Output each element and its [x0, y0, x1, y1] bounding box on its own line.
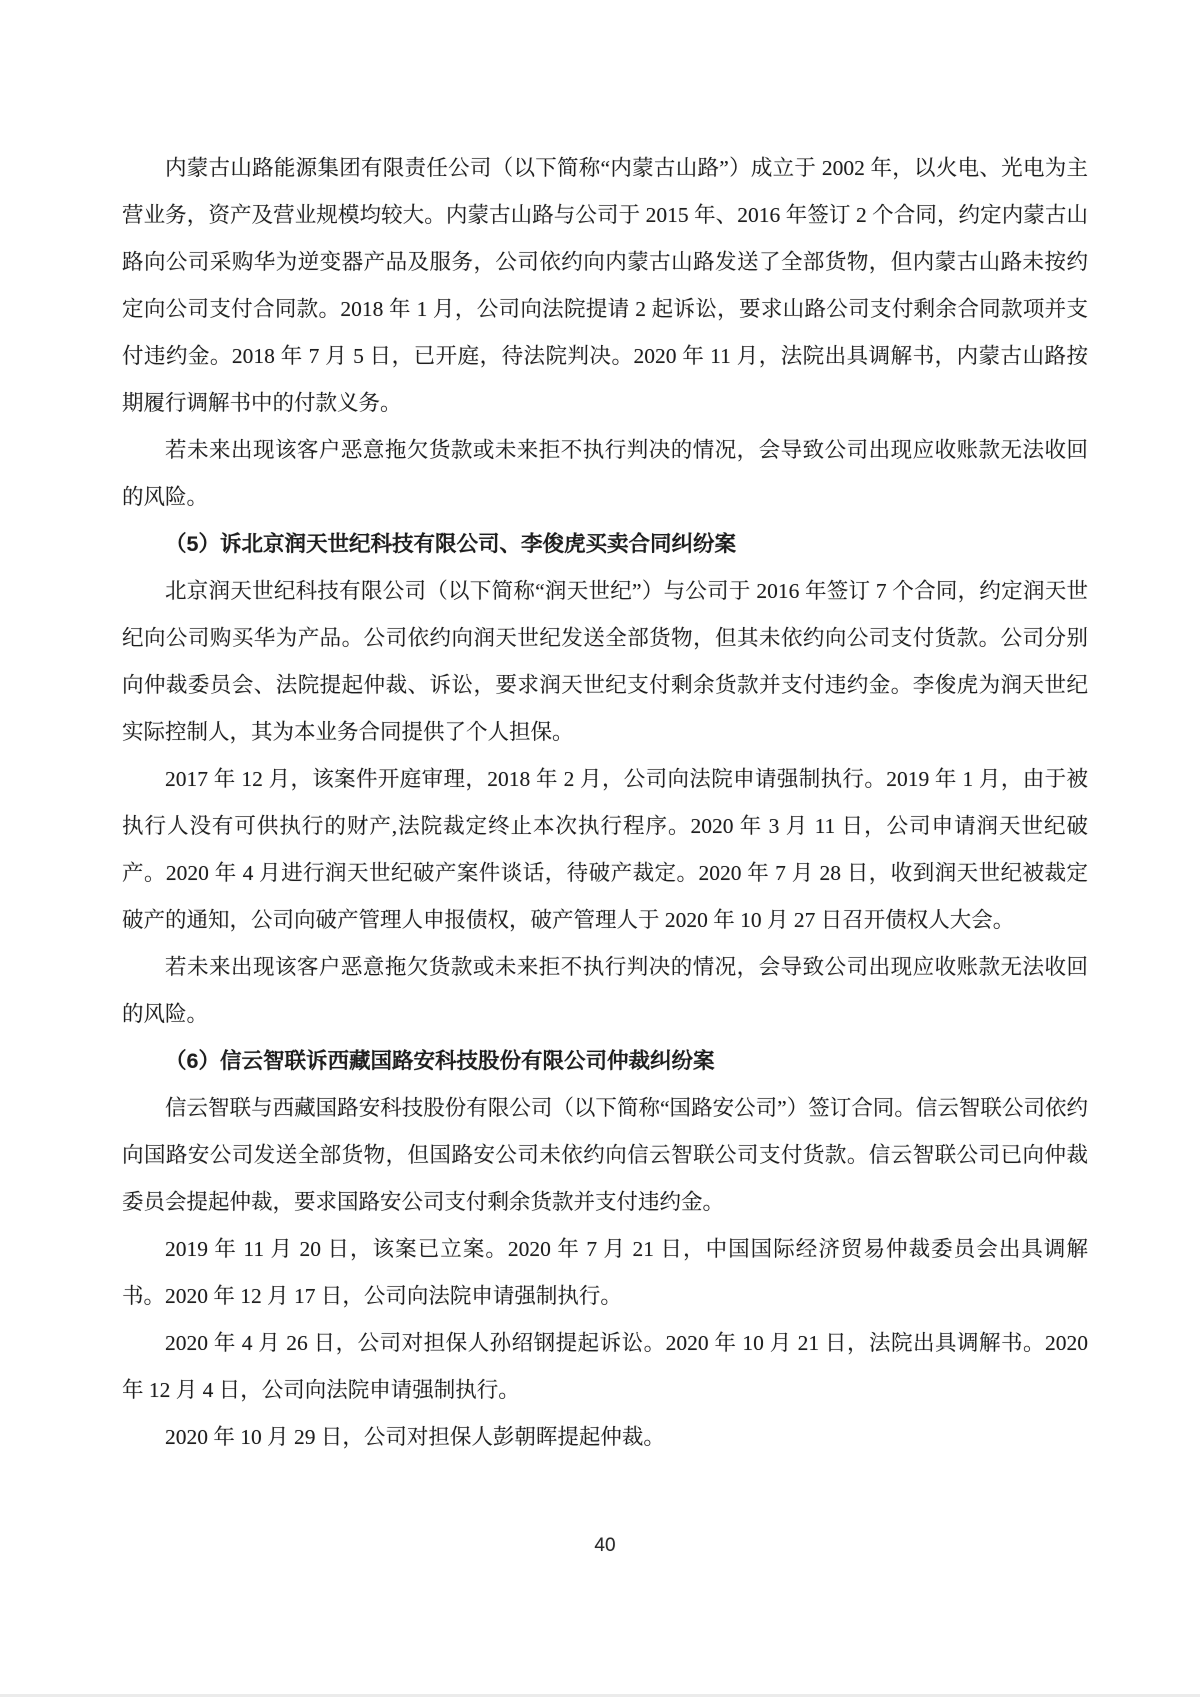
- page-number: 40: [594, 1535, 616, 1556]
- paragraph: 2020 年 10 月 29 日，公司对担保人彭朝晖提起仲裁。: [165, 1425, 665, 1449]
- paragraph: 北京润天世纪科技有限公司（以下简称“润天世纪”）与公司于 2016 年签订 7 个合同，约定润天世纪向公司购买华为产品。公司依约向润天世纪发送全部货物，但其未依约向公司支付货款。公司分别向仲裁委员会、法院提起仲裁、诉讼，要求润天世纪支付剩余货款并支付违约金。李俊虎为润天世纪实际控制人，其为本业务合同提供了个人担保。: [122, 579, 1088, 744]
- section-heading: （6）信云智联诉西藏国路安科技股份有限公司仲裁纠纷案: [165, 1049, 715, 1073]
- paragraph: 2017 年 12 月，该案件开庭审理，2018 年 2 月，公司向法院申请强制执行。2019 年 1 月，由于被执行人没有可供执行的财产,法院裁定终止本次执行程序。2020 年 3 月 11 日，公司申请润天世纪破产。2020 年 4 月进行润天世纪破产案件谈话，待破产裁定。2020 年 7 月 28 日，收到润天世纪被裁定破产的通知，公司向破产管理人申报债权，破产管理人于 2020 年 10 月 27 日召开债权人大会。: [122, 767, 1088, 932]
- paragraph: 2020 年 4 月 26 日，公司对担保人孙绍钢提起诉讼。2020 年 10 月 21 日，法院出具调解书。2020 年 12 月 4 日，公司向法院申请强制执行。: [122, 1331, 1088, 1402]
- paragraph: 若未来出现该客户恶意拖欠货款或未来拒不执行判决的情况，会导致公司出现应收账款无法收回的风险。: [122, 438, 1088, 509]
- paragraph: 信云智联与西藏国路安科技股份有限公司（以下简称“国路安公司”）签订合同。信云智联公司依约向国路安公司发送全部货物，但国路安公司未依约向信云智联公司支付货款。信云智联公司已向仲裁委员会提起仲裁，要求国路安公司支付剩余货款并支付违约金。: [122, 1096, 1088, 1214]
- section-heading: （5）诉北京润天世纪科技有限公司、李俊虎买卖合同纠纷案: [165, 532, 736, 556]
- paragraph: 内蒙古山路能源集团有限责任公司（以下简称“内蒙古山路”）成立于 2002 年，以火电、光电为主营业务，资产及营业规模均较大。内蒙古山路与公司于 2015 年、2016 年签订 2 个合同，约定内蒙古山路向公司采购华为逆变器产品及服务，公司依约向内蒙古山路发送了全部货物，但内蒙古山路未按约定向公司支付合同款。2018 年 1 月，公司向法院提请 2 起诉讼，要求山路公司支付剩余合同款项并支付违约金。2018 年 7 月 5 日，已开庭，待法院判决。2020 年 11 月，法院出具调解书，内蒙古山路按期履行调解书中的付款义务。: [122, 156, 1088, 415]
- paragraph: 若未来出现该客户恶意拖欠货款或未来拒不执行判决的情况，会导致公司出现应收账款无法收回的风险。: [122, 955, 1088, 1026]
- document-body: [122, 145, 1088, 1461]
- paragraph: 2019 年 11 月 20 日，该案已立案。2020 年 7 月 21 日，中国国际经济贸易仲裁委员会出具调解书。2020 年 12 月 17 日，公司向法院申请强制执行。: [122, 1237, 1088, 1308]
